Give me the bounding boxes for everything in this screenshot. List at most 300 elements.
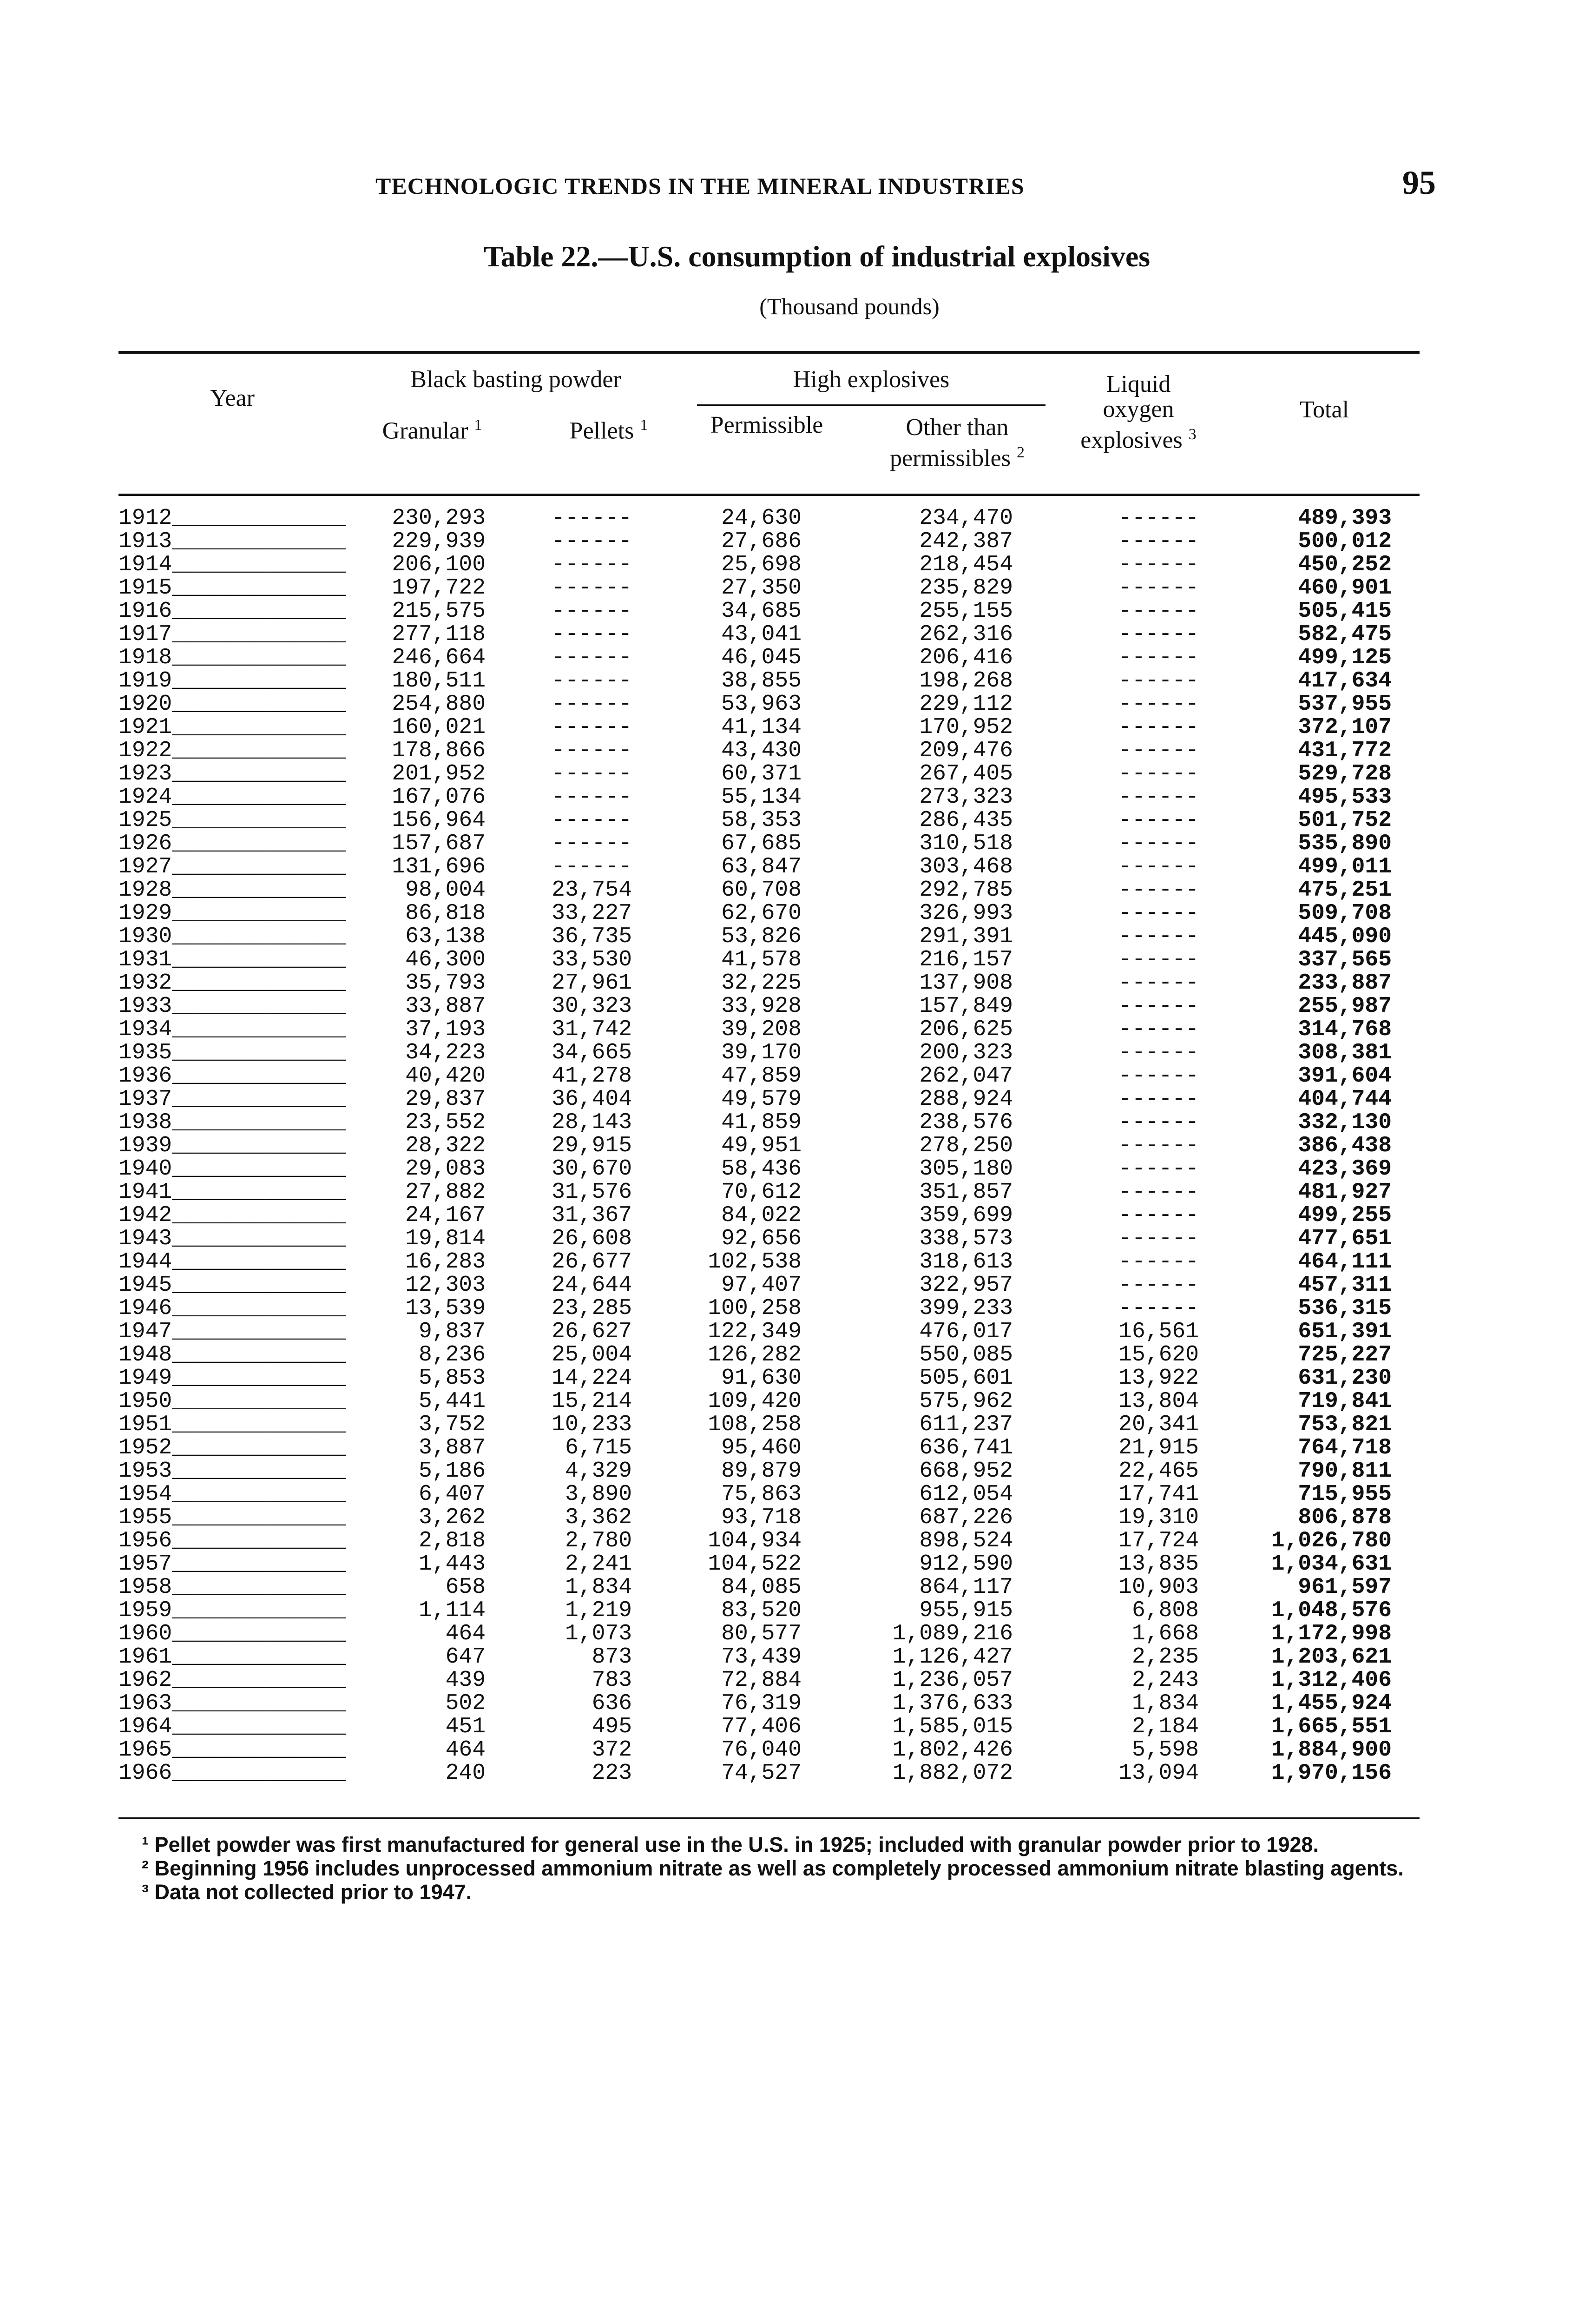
cell-liquid-oxygen: ------ <box>1118 1017 1199 1042</box>
cell-permissible: 55,134 <box>721 785 802 810</box>
cell-total: 337,565 <box>1298 947 1392 972</box>
cell-liquid-oxygen: ------ <box>1118 622 1199 647</box>
table-row <box>118 948 1392 971</box>
cell-permissible: 27,686 <box>721 529 802 554</box>
table-row <box>118 1367 1392 1390</box>
cell-total: 806,878 <box>1298 1505 1392 1530</box>
cell-other-than-permissibles: 399,233 <box>919 1296 1013 1321</box>
cell-other-than-permissibles: 206,625 <box>919 1017 1013 1042</box>
cell-total: 460,901 <box>1298 575 1392 601</box>
cell-other-than-permissibles: 476,017 <box>919 1319 1013 1344</box>
cell-liquid-oxygen: ------ <box>1118 715 1199 740</box>
cell-pellets: ------ <box>552 831 632 856</box>
cell-year: 1934_____________ <box>118 1017 346 1042</box>
cell-pellets: 27,961 <box>552 971 632 996</box>
cell-granular: 131,696 <box>392 854 486 879</box>
cell-liquid-oxygen: ------ <box>1118 1296 1199 1321</box>
cell-pellets: 30,323 <box>552 994 632 1019</box>
cell-pellets: 33,530 <box>552 947 632 972</box>
table-row <box>118 1274 1392 1297</box>
cell-year: 1949_____________ <box>118 1366 346 1391</box>
table-row <box>118 995 1392 1018</box>
cell-permissible: 84,022 <box>721 1203 802 1228</box>
cell-year: 1940_____________ <box>118 1156 346 1182</box>
cell-pellets: 783 <box>592 1668 632 1693</box>
cell-other-than-permissibles: 305,180 <box>919 1156 1013 1182</box>
cell-permissible: 104,522 <box>708 1552 802 1577</box>
header-liquid: Liquid oxygen explosives $^3$ <box>1080 371 1197 454</box>
cell-liquid-oxygen: 10,903 <box>1118 1575 1199 1600</box>
cell-pellets: ------ <box>552 761 632 786</box>
cell-liquid-oxygen: ------ <box>1118 1133 1199 1158</box>
cell-pellets: 2,241 <box>565 1552 632 1577</box>
cell-granular: 13,539 <box>405 1296 486 1321</box>
cell-other-than-permissibles: 170,952 <box>919 715 1013 740</box>
cell-total: 464,111 <box>1298 1249 1392 1274</box>
cell-permissible: 60,371 <box>721 761 802 786</box>
cell-granular: 1,443 <box>418 1552 486 1577</box>
table-row <box>118 716 1392 739</box>
cell-total: 404,744 <box>1298 1087 1392 1112</box>
cell-granular: 34,223 <box>405 1040 486 1065</box>
cell-permissible: 32,225 <box>721 971 802 996</box>
cell-year: 1914_____________ <box>118 552 346 577</box>
cell-pellets: 23,285 <box>552 1296 632 1321</box>
cell-granular: 63,138 <box>405 924 486 949</box>
cell-pellets: 28,143 <box>552 1110 632 1135</box>
cell-permissible: 49,579 <box>721 1087 802 1112</box>
header-black-group: Black basting powder <box>410 366 621 393</box>
cell-liquid-oxygen: ------ <box>1118 552 1199 577</box>
cell-permissible: 58,436 <box>721 1156 802 1182</box>
cell-permissible: 43,041 <box>721 622 802 647</box>
cell-pellets: 26,627 <box>552 1319 632 1344</box>
cell-year: 1917_____________ <box>118 622 346 647</box>
cell-pellets: 26,677 <box>552 1249 632 1274</box>
cell-pellets: 4,329 <box>565 1459 632 1484</box>
cell-pellets: ------ <box>552 785 632 810</box>
cell-granular: 3,262 <box>418 1505 486 1530</box>
table-row <box>118 669 1392 693</box>
cell-granular: 29,837 <box>405 1087 486 1112</box>
cell-other-than-permissibles: 611,237 <box>919 1412 1013 1437</box>
cell-total: 961,597 <box>1298 1575 1392 1600</box>
table-row <box>118 902 1392 925</box>
cell-liquid-oxygen: 2,235 <box>1131 1644 1199 1670</box>
header-other: Other than permissibles $^2$ <box>890 414 1025 472</box>
cell-pellets: 15,214 <box>552 1389 632 1414</box>
cell-liquid-oxygen: ------ <box>1118 994 1199 1019</box>
cell-total: 753,821 <box>1298 1412 1392 1437</box>
cell-year: 1919_____________ <box>118 668 346 693</box>
cell-total: 499,255 <box>1298 1203 1392 1228</box>
table-row <box>118 1715 1392 1738</box>
cell-liquid-oxygen: 1,834 <box>1131 1691 1199 1716</box>
cell-year: 1941_____________ <box>118 1180 346 1205</box>
cell-year: 1947_____________ <box>118 1319 346 1344</box>
cell-granular: 230,293 <box>392 506 486 531</box>
cell-permissible: 109,420 <box>708 1389 802 1414</box>
cell-year: 1939_____________ <box>118 1133 346 1158</box>
cell-liquid-oxygen: ------ <box>1118 645 1199 670</box>
cell-total: 423,369 <box>1298 1156 1392 1182</box>
cell-year: 1959_____________ <box>118 1598 346 1623</box>
cell-granular: 27,882 <box>405 1180 486 1205</box>
cell-pellets: ------ <box>552 552 632 577</box>
cell-other-than-permissibles: 1,089,216 <box>892 1621 1013 1646</box>
table-row <box>118 1088 1392 1111</box>
header-total: Total <box>1299 396 1349 423</box>
cell-other-than-permissibles: 687,226 <box>919 1505 1013 1530</box>
cell-liquid-oxygen: 13,094 <box>1118 1761 1199 1786</box>
table-row <box>118 1576 1392 1599</box>
cell-granular: 439 <box>445 1668 486 1693</box>
cell-granular: 29,083 <box>405 1156 486 1182</box>
cell-liquid-oxygen: 16,561 <box>1118 1319 1199 1344</box>
cell-liquid-oxygen: 20,341 <box>1118 1412 1199 1437</box>
cell-other-than-permissibles: 209,476 <box>919 738 1013 763</box>
cell-pellets: ------ <box>552 854 632 879</box>
footnote-1: ¹ Pellet powder was first manufactured for general use in the U.S. in 1925; included with granular powder prior to 1928. <box>142 1833 1319 1856</box>
cell-liquid-oxygen: ------ <box>1118 575 1199 601</box>
cell-permissible: 34,685 <box>721 599 802 624</box>
cell-permissible: 122,349 <box>708 1319 802 1344</box>
cell-total: 314,768 <box>1298 1017 1392 1042</box>
cell-pellets: 29,915 <box>552 1133 632 1158</box>
cell-granular: 5,853 <box>418 1366 486 1391</box>
cell-granular: 502 <box>445 1691 486 1716</box>
cell-total: 631,230 <box>1298 1366 1392 1391</box>
cell-granular: 160,021 <box>392 715 486 740</box>
cell-permissible: 47,859 <box>721 1063 802 1089</box>
cell-pellets: 24,644 <box>552 1273 632 1298</box>
cell-permissible: 25,698 <box>721 552 802 577</box>
cell-granular: 215,575 <box>392 599 486 624</box>
cell-total: 457,311 <box>1298 1273 1392 1298</box>
cell-year: 1926_____________ <box>118 831 346 856</box>
cell-year: 1960_____________ <box>118 1621 346 1646</box>
cell-total: 386,438 <box>1298 1133 1392 1158</box>
cell-permissible: 24,630 <box>721 506 802 531</box>
cell-granular: 658 <box>445 1575 486 1600</box>
cell-granular: 6,407 <box>418 1482 486 1507</box>
cell-permissible: 62,670 <box>721 901 802 926</box>
cell-total: 499,011 <box>1298 854 1392 879</box>
cell-total: 1,455,924 <box>1271 1691 1392 1716</box>
cell-granular: 40,420 <box>405 1063 486 1089</box>
footnote-3: ³ Data not collected prior to 1947. <box>142 1880 472 1904</box>
cell-granular: 46,300 <box>405 947 486 972</box>
cell-total: 1,172,998 <box>1271 1621 1392 1646</box>
cell-granular: 277,118 <box>392 622 486 647</box>
table-unit: (Thousand pounds) <box>759 293 940 319</box>
cell-permissible: 100,258 <box>708 1296 802 1321</box>
cell-pellets: 372 <box>592 1737 632 1763</box>
cell-permissible: 58,353 <box>721 808 802 833</box>
cell-other-than-permissibles: 1,236,057 <box>892 1668 1013 1693</box>
cell-total: 255,987 <box>1298 994 1392 1019</box>
cell-pellets: 873 <box>592 1644 632 1670</box>
cell-year: 1912_____________ <box>118 506 346 531</box>
cell-liquid-oxygen: ------ <box>1118 529 1199 554</box>
cell-year: 1932_____________ <box>118 971 346 996</box>
table-row <box>118 1134 1392 1157</box>
cell-granular: 37,193 <box>405 1017 486 1042</box>
cell-liquid-oxygen: 13,922 <box>1118 1366 1199 1391</box>
cell-pellets: 31,576 <box>552 1180 632 1205</box>
cell-permissible: 33,928 <box>721 994 802 1019</box>
cell-granular: 2,818 <box>418 1528 486 1553</box>
table-row <box>118 1157 1392 1181</box>
cell-pellets: 636 <box>592 1691 632 1716</box>
cell-granular: 254,880 <box>392 692 486 717</box>
cell-permissible: 49,951 <box>721 1133 802 1158</box>
cell-liquid-oxygen: ------ <box>1118 785 1199 810</box>
cell-pellets: 30,670 <box>552 1156 632 1182</box>
table-row <box>118 855 1392 878</box>
cell-pellets: 36,404 <box>552 1087 632 1112</box>
table-row <box>118 1227 1392 1250</box>
cell-liquid-oxygen: ------ <box>1118 878 1199 903</box>
cell-year: 1962_____________ <box>118 1668 346 1693</box>
cell-other-than-permissibles: 322,957 <box>919 1273 1013 1298</box>
cell-pellets: 34,665 <box>552 1040 632 1065</box>
cell-other-than-permissibles: 286,435 <box>919 808 1013 833</box>
cell-year: 1953_____________ <box>118 1459 346 1484</box>
cell-pellets: ------ <box>552 599 632 624</box>
cell-total: 1,034,631 <box>1271 1552 1392 1577</box>
cell-liquid-oxygen: 2,243 <box>1131 1668 1199 1693</box>
cell-granular: 33,887 <box>405 994 486 1019</box>
cell-other-than-permissibles: 636,741 <box>919 1435 1013 1460</box>
cell-total: 1,026,780 <box>1271 1528 1392 1553</box>
cell-year: 1913_____________ <box>118 529 346 554</box>
cell-liquid-oxygen: ------ <box>1118 1063 1199 1089</box>
cell-liquid-oxygen: ------ <box>1118 854 1199 879</box>
table-row <box>118 600 1392 623</box>
cell-pellets: 2,780 <box>565 1528 632 1553</box>
cell-other-than-permissibles: 238,576 <box>919 1110 1013 1135</box>
data-table <box>118 507 1392 1785</box>
cell-liquid-oxygen: ------ <box>1118 947 1199 972</box>
cell-pellets: 6,715 <box>565 1435 632 1460</box>
cell-liquid-oxygen: ------ <box>1118 831 1199 856</box>
header-high-group: High explosives <box>793 366 950 393</box>
cell-total: 725,227 <box>1298 1342 1392 1367</box>
cell-granular: 5,441 <box>418 1389 486 1414</box>
cell-total: 431,772 <box>1298 738 1392 763</box>
cell-permissible: 41,859 <box>721 1110 802 1135</box>
cell-granular: 8,236 <box>418 1342 486 1367</box>
cell-total: 1,048,576 <box>1271 1598 1392 1623</box>
cell-year: 1938_____________ <box>118 1110 346 1135</box>
cell-granular: 1,114 <box>418 1598 486 1623</box>
table-row <box>118 1204 1392 1227</box>
cell-liquid-oxygen: 19,310 <box>1118 1505 1199 1530</box>
cell-year: 1935_____________ <box>118 1040 346 1065</box>
cell-liquid-oxygen: ------ <box>1118 1249 1199 1274</box>
table-row <box>118 1762 1392 1785</box>
cell-other-than-permissibles: 550,085 <box>919 1342 1013 1367</box>
cell-other-than-permissibles: 255,155 <box>919 599 1013 624</box>
cell-pellets: 495 <box>592 1714 632 1739</box>
cell-liquid-oxygen: ------ <box>1118 971 1199 996</box>
cell-other-than-permissibles: 326,993 <box>919 901 1013 926</box>
cell-permissible: 41,578 <box>721 947 802 972</box>
cell-liquid-oxygen: ------ <box>1118 924 1199 949</box>
cell-liquid-oxygen: ------ <box>1118 1180 1199 1205</box>
cell-year: 1920_____________ <box>118 692 346 717</box>
cell-granular: 240 <box>445 1761 486 1786</box>
cell-liquid-oxygen: ------ <box>1118 901 1199 926</box>
running-title: TECHNOLOGIC TRENDS IN THE MINERAL INDUSTRIES <box>375 173 1025 199</box>
cell-granular: 229,939 <box>392 529 486 554</box>
cell-other-than-permissibles: 898,524 <box>919 1528 1013 1553</box>
cell-granular: 180,511 <box>392 668 486 693</box>
cell-other-than-permissibles: 288,924 <box>919 1087 1013 1112</box>
cell-granular: 157,687 <box>392 831 486 856</box>
table-row <box>118 1738 1392 1762</box>
cell-permissible: 92,656 <box>721 1226 802 1251</box>
cell-granular: 86,818 <box>405 901 486 926</box>
cell-pellets: ------ <box>552 808 632 833</box>
cell-total: 1,312,406 <box>1271 1668 1392 1693</box>
table-title: Table 22.—U.S. consumption of industrial explosives <box>483 240 1151 273</box>
cell-total: 764,718 <box>1298 1435 1392 1460</box>
cell-permissible: 43,430 <box>721 738 802 763</box>
cell-pellets: 14,224 <box>552 1366 632 1391</box>
cell-year: 1915_____________ <box>118 575 346 601</box>
cell-pellets: ------ <box>552 622 632 647</box>
cell-year: 1957_____________ <box>118 1552 346 1577</box>
cell-liquid-oxygen: 17,724 <box>1118 1528 1199 1553</box>
cell-liquid-oxygen: ------ <box>1118 1087 1199 1112</box>
cell-year: 1952_____________ <box>118 1435 346 1460</box>
cell-other-than-permissibles: 218,454 <box>919 552 1013 577</box>
cell-other-than-permissibles: 955,915 <box>919 1598 1013 1623</box>
cell-permissible: 27,350 <box>721 575 802 601</box>
cell-other-than-permissibles: 310,518 <box>919 831 1013 856</box>
cell-granular: 12,303 <box>405 1273 486 1298</box>
cell-granular: 3,752 <box>418 1412 486 1437</box>
cell-other-than-permissibles: 262,047 <box>919 1063 1013 1089</box>
cell-total: 233,887 <box>1298 971 1392 996</box>
cell-other-than-permissibles: 1,585,015 <box>892 1714 1013 1739</box>
cell-permissible: 126,282 <box>708 1342 802 1367</box>
cell-other-than-permissibles: 200,323 <box>919 1040 1013 1065</box>
cell-total: 537,955 <box>1298 692 1392 717</box>
table-row <box>118 878 1392 902</box>
cell-total: 719,841 <box>1298 1389 1392 1414</box>
table-row <box>118 693 1392 716</box>
cell-permissible: 83,520 <box>721 1598 802 1623</box>
cell-total: 308,381 <box>1298 1040 1392 1065</box>
table-row <box>118 1436 1392 1459</box>
cell-other-than-permissibles: 262,316 <box>919 622 1013 647</box>
table-row <box>118 1669 1392 1692</box>
cell-permissible: 63,847 <box>721 854 802 879</box>
cell-liquid-oxygen: 21,915 <box>1118 1435 1199 1460</box>
cell-granular: 19,814 <box>405 1226 486 1251</box>
cell-year: 1955_____________ <box>118 1505 346 1530</box>
cell-other-than-permissibles: 291,391 <box>919 924 1013 949</box>
cell-liquid-oxygen: ------ <box>1118 506 1199 531</box>
cell-year: 1956_____________ <box>118 1528 346 1553</box>
cell-year: 1937_____________ <box>118 1087 346 1112</box>
cell-other-than-permissibles: 338,573 <box>919 1226 1013 1251</box>
cell-other-than-permissibles: 198,268 <box>919 668 1013 693</box>
cell-other-than-permissibles: 318,613 <box>919 1249 1013 1274</box>
cell-liquid-oxygen: 22,465 <box>1118 1459 1199 1484</box>
cell-granular: 9,837 <box>418 1319 486 1344</box>
table-row <box>118 530 1392 553</box>
cell-other-than-permissibles: 864,117 <box>919 1575 1013 1600</box>
table-row <box>118 1506 1392 1529</box>
table-row <box>118 1622 1392 1645</box>
cell-year: 1942_____________ <box>118 1203 346 1228</box>
cell-granular: 178,866 <box>392 738 486 763</box>
cell-pellets: ------ <box>552 692 632 717</box>
cell-total: 332,130 <box>1298 1110 1392 1135</box>
bottom-rule <box>118 1817 1420 1819</box>
cell-total: 477,651 <box>1298 1226 1392 1251</box>
cell-total: 1,884,900 <box>1271 1737 1392 1763</box>
table-row <box>118 1599 1392 1622</box>
header-pellets: Pellets $^1$ <box>569 416 648 444</box>
cell-other-than-permissibles: 612,054 <box>919 1482 1013 1507</box>
table-row <box>118 646 1392 669</box>
cell-year: 1930_____________ <box>118 924 346 949</box>
cell-pellets: 26,608 <box>552 1226 632 1251</box>
cell-year: 1946_____________ <box>118 1296 346 1321</box>
table-row <box>118 739 1392 762</box>
cell-year: 1936_____________ <box>118 1063 346 1089</box>
header-permissible: Permissible <box>710 412 823 438</box>
cell-total: 417,634 <box>1298 668 1392 693</box>
cell-permissible: 108,258 <box>708 1412 802 1437</box>
cell-permissible: 76,319 <box>721 1691 802 1716</box>
cell-granular: 156,964 <box>392 808 486 833</box>
cell-granular: 167,076 <box>392 785 486 810</box>
cell-total: 475,251 <box>1298 878 1392 903</box>
cell-total: 372,107 <box>1298 715 1392 740</box>
cell-year: 1918_____________ <box>118 645 346 670</box>
cell-liquid-oxygen: 13,835 <box>1118 1552 1199 1577</box>
table-row <box>118 1343 1392 1367</box>
cell-granular: 464 <box>445 1737 486 1763</box>
cell-permissible: 89,879 <box>721 1459 802 1484</box>
cell-other-than-permissibles: 242,387 <box>919 529 1013 554</box>
cell-permissible: 102,538 <box>708 1249 802 1274</box>
cell-year: 1924_____________ <box>118 785 346 810</box>
cell-liquid-oxygen: ------ <box>1118 1226 1199 1251</box>
cell-permissible: 39,208 <box>721 1017 802 1042</box>
cell-granular: 201,952 <box>392 761 486 786</box>
cell-other-than-permissibles: 273,323 <box>919 785 1013 810</box>
cell-liquid-oxygen: 5,598 <box>1131 1737 1199 1763</box>
cell-total: 481,927 <box>1298 1180 1392 1205</box>
cell-pellets: ------ <box>552 575 632 601</box>
cell-pellets: 25,004 <box>552 1342 632 1367</box>
cell-pellets: 23,754 <box>552 878 632 903</box>
cell-year: 1961_____________ <box>118 1644 346 1670</box>
cell-year: 1945_____________ <box>118 1273 346 1298</box>
cell-total: 1,970,156 <box>1271 1761 1392 1786</box>
cell-pellets: 1,219 <box>565 1598 632 1623</box>
cell-year: 1922_____________ <box>118 738 346 763</box>
cell-granular: 647 <box>445 1644 486 1670</box>
cell-year: 1958_____________ <box>118 1575 346 1600</box>
